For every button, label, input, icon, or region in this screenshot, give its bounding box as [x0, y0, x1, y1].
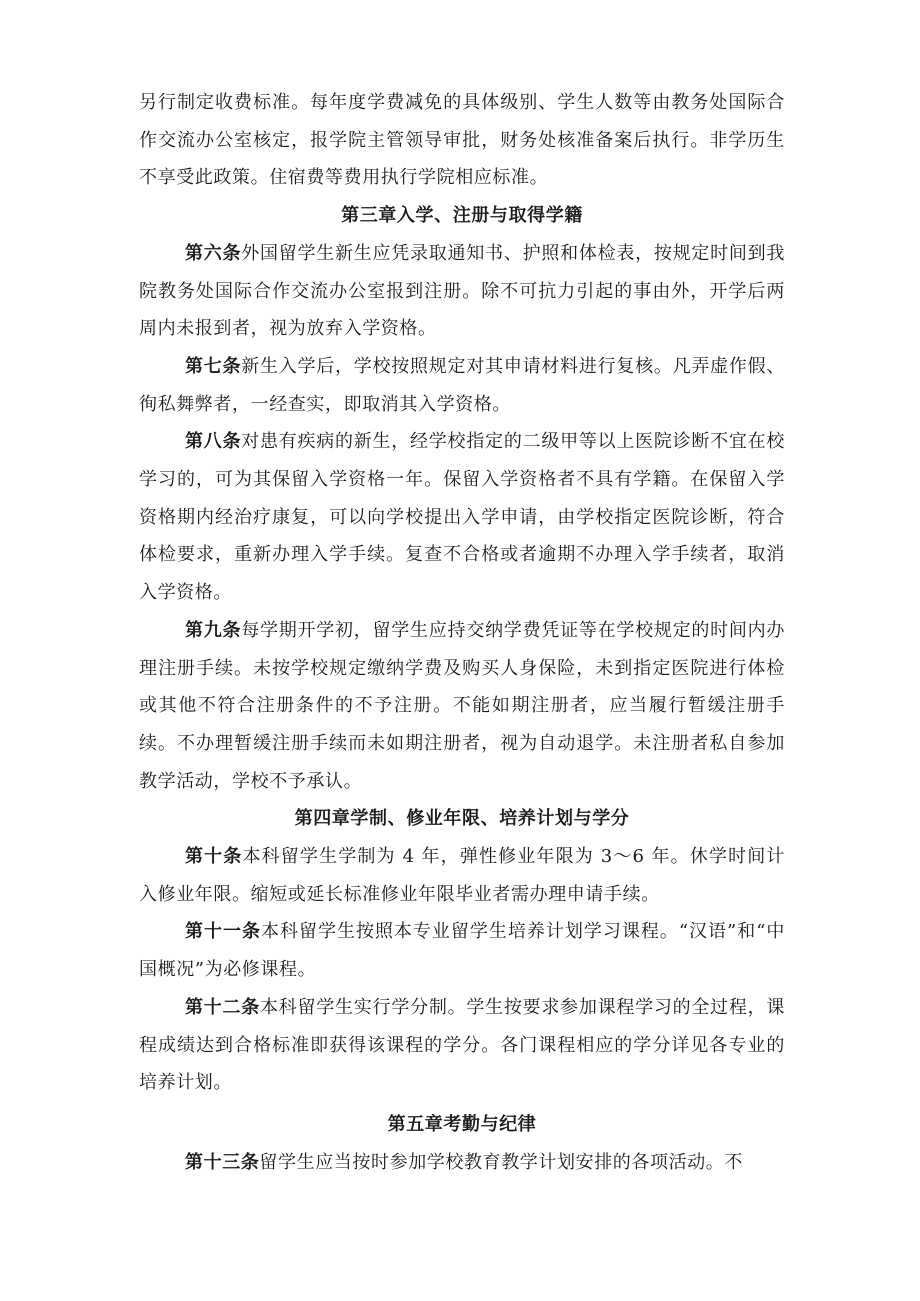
- article-10-text: 本科留学生学制为 4 年，弹性修业年限为 3～6 年。休学时间计入修业年限。缩短或延长标准修业年限毕业者需办理申请手续。: [139, 846, 785, 905]
- article-7-text: 新生入学后，学校按照规定对其申请材料进行复核。凡弄虚作假、徇私舞弊者，一经查实，即取消其入学资格。: [139, 355, 785, 415]
- article-11-text: 本科留学生按照本专业留学生培养计划学习课程。“汉语”和“中国概况”为必修课程。: [139, 921, 785, 981]
- article-6-text: 外国留学生新生应凭录取通知书、护照和体检表，按规定时间到我院教务处国际合作交流办公室报到注册。除不可抗力引起的事由外，开学后两周内未报到者，视为放弃入学资格。: [139, 242, 785, 340]
- article-10: [139, 838, 785, 913]
- article-10-number: 第十条: [185, 846, 243, 868]
- article-7-number: 第七条: [185, 355, 242, 377]
- article-6: [139, 235, 785, 348]
- article-9-text: 每学期开学初，留学生应持交纳学费凭证等在学校规定的时间内办理注册手续。未按学校规定缴纳学费及购买人身保险，未到指定医院进行体检或其他不符合注册条件的不予注册。不能如期注册者，应当履行暂缓注册手续。不办理暂缓注册手续而未如期注册者，视为自动退学。未注册者私自参加教学活动，学校不予承认。: [139, 619, 785, 792]
- article-13-text: 留学生应当按时参加学校教育教学计划安排的各项活动。不: [259, 1151, 744, 1173]
- article-8-text: 对患有疾病的新生，经学校指定的二级甲等以上医院诊断不宜在校学习的，可为其保留入学资格一年。保留入学资格者不具有学籍。在保留入学资格期内经治疗康复，可以向学校提出入学申请，由学校指定医院诊断，符合体检要求，重新办理入学手续。复查不合格或者逾期不办理入学手续者，取消入学资格。: [139, 431, 785, 604]
- article-8: [139, 423, 785, 612]
- article-11-number: 第十一条: [185, 921, 261, 943]
- article-11: [139, 913, 785, 988]
- document-page: [139, 84, 785, 1181]
- intro-paragraph: [139, 84, 785, 197]
- article-9-number: 第九条: [185, 619, 242, 641]
- intro-text: 另行制定收费标准。每年度学费减免的具体级别、学生人数等由教务处国际合作交流办公室核定，报学院主管领导审批，财务处核准备案后执行。非学历生不享受此政策。住宿费等费用执行学院相应标准。: [139, 92, 785, 189]
- article-6-number: 第六条: [185, 242, 242, 264]
- chapter-4-title: 第四章学制、修业年限、培养计划与学分: [294, 808, 630, 830]
- article-7: [139, 348, 785, 423]
- chapter-5-title: 第五章考勤与纪律: [387, 1113, 537, 1135]
- article-12-number: 第十二条: [185, 996, 261, 1018]
- article-12: [139, 989, 785, 1102]
- chapter-3-title: 第三章入学、注册与取得学籍: [341, 205, 583, 227]
- article-12-text: 本科留学生实行学分制。学生按要求参加课程学习的全过程，课程成绩达到合格标准即获得该课程的学分。各门课程相应的学分详见各专业的培养计划。: [139, 996, 786, 1094]
- article-8-number: 第八条: [185, 431, 242, 453]
- article-9: [139, 612, 785, 801]
- article-13: [139, 1144, 785, 1182]
- article-13-number: 第十三条: [185, 1151, 260, 1173]
